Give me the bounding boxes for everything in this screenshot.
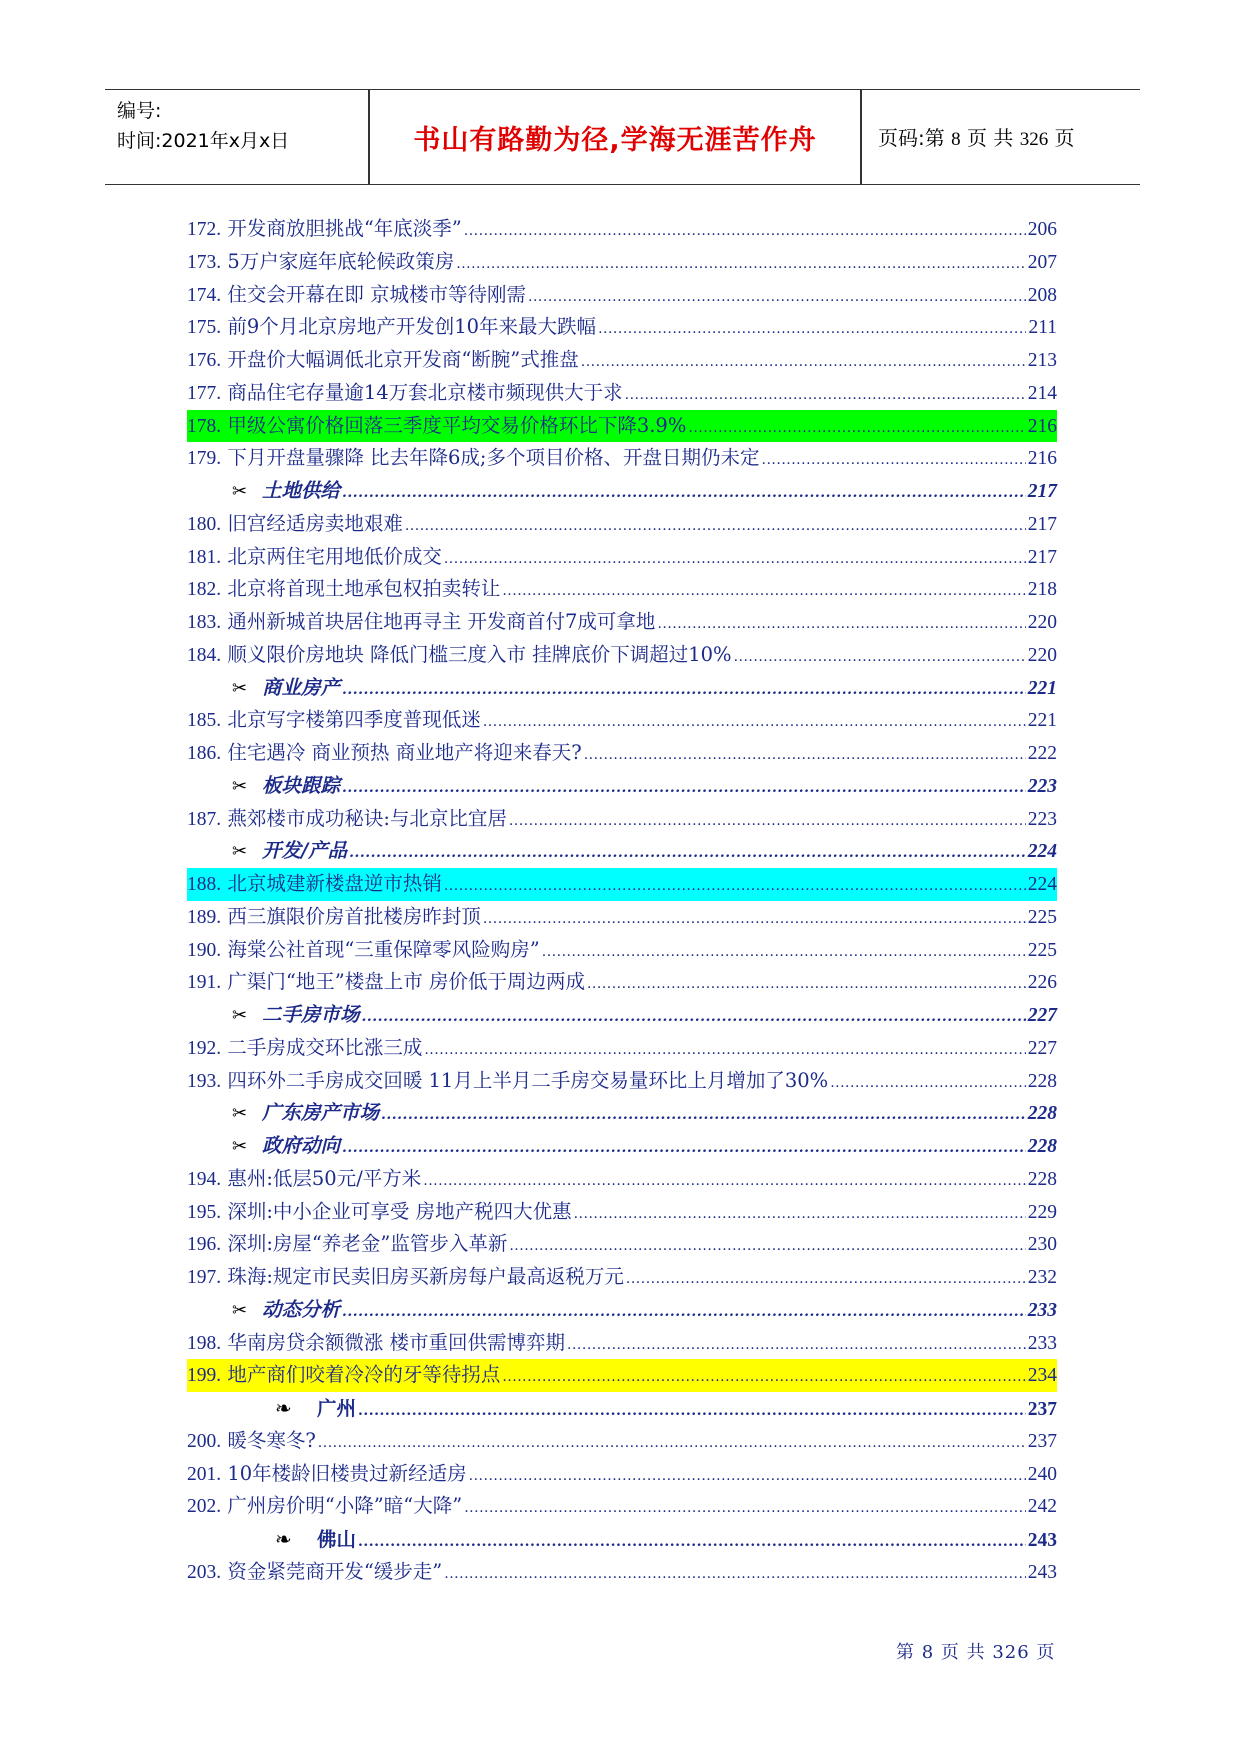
- toc-entry-number: 181.: [187, 546, 222, 568]
- leaf-icon: ❧: [275, 1527, 292, 1551]
- toc-entry-number: 172.: [187, 219, 222, 240]
- toc-entry[interactable]: [187, 1163, 1057, 1196]
- toc-entry-number: 180.: [187, 513, 222, 535]
- dot-leader: [528, 281, 1026, 314]
- toc-entry-number: 178.: [187, 415, 222, 437]
- toc-entry-title: 前9个月北京房地产开发创10年来最大跌幅: [227, 315, 597, 339]
- toc-entry-page: 217: [1027, 513, 1057, 535]
- toc-entry-page: 217: [1027, 481, 1057, 502]
- toc-entry-page: 221: [1027, 677, 1057, 699]
- dot-leader: [469, 1460, 1026, 1493]
- toc-entry-page: 234: [1027, 1365, 1057, 1387]
- toc-entry-number: 187.: [187, 808, 222, 830]
- dot-leader: [584, 739, 1026, 772]
- scissors-icon: ✂: [232, 775, 248, 797]
- toc-subsection-heading[interactable]: [187, 1523, 1057, 1556]
- dot-leader: [502, 575, 1025, 608]
- toc-entry[interactable]: [187, 1196, 1057, 1229]
- page-mid: 页 共: [966, 126, 1014, 150]
- scissors-icon: ✂: [232, 1299, 248, 1321]
- toc-entry-page: 228: [1027, 1136, 1057, 1157]
- toc-section-heading[interactable]: [187, 770, 1057, 803]
- scissors-icon: ✂: [232, 1103, 248, 1125]
- toc-entry-page: 214: [1027, 382, 1057, 404]
- header-page-info: [878, 122, 1075, 151]
- toc-entry-page: 206: [1027, 219, 1057, 240]
- toc-entry[interactable]: [187, 344, 1057, 377]
- dot-leader: [349, 837, 1026, 870]
- toc-entry[interactable]: [187, 606, 1057, 639]
- toc-entry-number: 198.: [187, 1332, 222, 1354]
- toc-entry[interactable]: [187, 213, 1057, 246]
- toc-entry-title: 广渠门“地王”楼盘上市 房价低于周边两成: [227, 970, 585, 994]
- toc-entry-page: 211: [1028, 317, 1057, 339]
- toc-entry-title: 华南房贷余额微涨 楼市重回供需博弈期: [227, 1330, 566, 1354]
- dot-leader: [464, 215, 1026, 248]
- toc-entry-title: 珠海:规定市民卖旧房买新房每户最高返税万元: [227, 1265, 624, 1288]
- toc-entry-title: 下月开盘量骤降 比去年降6成;多个项目价格、开盘日期仍未定: [227, 446, 760, 470]
- dot-leader: [483, 706, 1026, 739]
- toc-entry[interactable]: [187, 311, 1057, 344]
- toc-entry-title: 通州新城首块居住地再寻主 开发商首付7成可拿地: [227, 610, 656, 633]
- code-label: 编号:: [117, 100, 162, 122]
- toc-entry-number: 177.: [187, 382, 222, 404]
- toc-entry[interactable]: [187, 442, 1057, 475]
- toc-section-heading[interactable]: [187, 835, 1057, 868]
- toc-entry-page: 228: [1027, 1103, 1057, 1125]
- toc-entry[interactable]: [187, 246, 1057, 279]
- toc-subsection-heading[interactable]: [187, 1392, 1057, 1425]
- dot-leader: [342, 772, 1026, 805]
- toc-entry[interactable]: [187, 901, 1057, 934]
- dot-leader: [509, 805, 1026, 838]
- toc-entry-title: 深圳:中小企业可享受 房地产税四大优惠: [227, 1199, 572, 1223]
- dot-leader: [444, 870, 1026, 903]
- toc-entry-title: 北京两住宅用地低价成交: [227, 544, 442, 568]
- toc-entry-page: 220: [1027, 644, 1057, 666]
- toc-entry-page: 223: [1027, 808, 1057, 830]
- toc-entry[interactable]: [187, 1327, 1057, 1360]
- toc-entry-page: 228: [1027, 1070, 1057, 1092]
- toc-entry-title: 旧宫经适房卖地艰难: [227, 511, 403, 535]
- dot-leader: [574, 1198, 1026, 1231]
- scissors-icon: ✂: [232, 841, 248, 863]
- toc-entry-title: 二手房市场: [262, 1003, 360, 1026]
- toc-entry-title: 燕郊楼市成功秘诀:与北京比宜居: [227, 806, 507, 830]
- toc-entry-number: 189.: [187, 906, 222, 928]
- toc-entry[interactable]: [187, 803, 1057, 836]
- toc-entry-number: 192.: [187, 1037, 222, 1059]
- toc-entry-page: 242: [1027, 1496, 1057, 1518]
- page-total: 326: [1019, 129, 1049, 150]
- toc-entry-number: 197.: [187, 1267, 222, 1288]
- toc-entry-number: 183.: [187, 612, 222, 633]
- dot-leader: [762, 444, 1026, 477]
- toc-entry-title: 二手房成交环比涨三成: [227, 1035, 423, 1059]
- toc-entry-number: 200.: [187, 1430, 222, 1452]
- toc-entry-page: 216: [1027, 448, 1057, 470]
- page-current: 8: [951, 129, 961, 150]
- page-header: [105, 89, 1140, 185]
- toc-entry-number: 195.: [187, 1201, 222, 1223]
- toc-entry-title: 5万户家庭年底轮候政策房: [227, 249, 455, 273]
- toc-entry-page: 225: [1027, 906, 1057, 928]
- toc-entry-page: 237: [1027, 1399, 1057, 1420]
- toc-section-heading[interactable]: [187, 1130, 1057, 1163]
- toc-entry-title: 商品住宅存量逾14万套北京楼市频现供大于求: [227, 380, 623, 404]
- dot-leader: [381, 1099, 1026, 1132]
- dot-leader: [342, 674, 1026, 707]
- toc-entry[interactable]: [187, 541, 1057, 574]
- dot-leader: [626, 1263, 1026, 1296]
- toc-entry[interactable]: [187, 508, 1057, 541]
- toc-entry-title: 住交会开幕在即 京城楼市等待刚需: [227, 282, 527, 306]
- dot-leader: [358, 1526, 1026, 1559]
- dot-leader: [502, 1361, 1025, 1394]
- dot-leader: [688, 412, 1025, 445]
- toc-section-heading[interactable]: [187, 999, 1057, 1032]
- toc-entry-number: 194.: [187, 1168, 222, 1190]
- toc-entry-title: 广东房产市场: [262, 1101, 380, 1125]
- toc-entry-page: 229: [1027, 1201, 1057, 1223]
- toc-entry-page: 220: [1027, 612, 1057, 633]
- dot-leader: [318, 1427, 1026, 1460]
- toc-entry-page: 233: [1027, 1299, 1057, 1321]
- toc-entry[interactable]: [187, 639, 1057, 672]
- toc-entry-title: 板块跟踪: [262, 773, 341, 797]
- toc-entry[interactable]: [187, 1490, 1057, 1523]
- header-divider: [368, 90, 370, 184]
- toc-entry-title: 北京城建新楼盘逆市热销: [227, 872, 442, 895]
- dot-leader: [423, 1165, 1025, 1198]
- dot-leader: [483, 903, 1026, 936]
- toc-entry-page: 230: [1027, 1234, 1057, 1256]
- toc-entry-page: 218: [1027, 579, 1057, 601]
- dot-leader: [598, 313, 1026, 346]
- toc-entry-page: 227: [1027, 1005, 1057, 1026]
- toc-entry-page: 221: [1027, 710, 1057, 732]
- toc-entry-number: 179.: [187, 448, 222, 470]
- dot-leader: [509, 1230, 1025, 1263]
- toc-entry[interactable]: [187, 1359, 1057, 1392]
- time-label: 时间:2021年x月x日: [117, 130, 290, 152]
- toc-entry-number: 191.: [187, 972, 222, 994]
- dot-leader: [587, 968, 1026, 1001]
- toc-entry-title: 住宅遇冷 商业预热 商业地产将迎来春天?: [227, 741, 582, 764]
- toc-entry-title: 惠州:低层50元/平方米: [227, 1166, 422, 1190]
- toc-entry-page: 227: [1027, 1037, 1057, 1059]
- page-footer: 第 8 页 共 326 页: [896, 1642, 1056, 1663]
- toc-entry-title: 北京写字楼第四季度普现低迷: [227, 708, 481, 732]
- toc-entry-page: 224: [1027, 874, 1057, 895]
- toc-entry[interactable]: [187, 1425, 1057, 1458]
- dot-leader: [444, 543, 1026, 576]
- toc-entry-page: 222: [1027, 743, 1057, 764]
- dot-leader: [342, 1132, 1026, 1165]
- toc-entry-number: 184.: [187, 644, 222, 666]
- toc-entry-number: 203.: [187, 1561, 222, 1583]
- dot-leader: [567, 1329, 1026, 1362]
- toc-entry-number: 196.: [187, 1234, 222, 1256]
- toc-entry-page: 224: [1027, 841, 1057, 863]
- toc-entry[interactable]: [187, 704, 1057, 737]
- toc-entry-number: 199.: [187, 1365, 222, 1387]
- toc-entry-page: 223: [1027, 775, 1057, 797]
- dot-leader: [424, 1034, 1025, 1067]
- toc-entry-title: 广州房价明“小降”暗“大降”: [227, 1494, 463, 1518]
- table-of-contents: [187, 213, 1057, 1589]
- toc-entry-number: 190.: [187, 939, 222, 961]
- dot-leader: [734, 641, 1026, 674]
- toc-entry-number: 188.: [187, 874, 222, 895]
- dot-leader: [358, 1395, 1026, 1428]
- toc-entry-page: 213: [1027, 350, 1057, 371]
- toc-entry-title: 动态分析: [262, 1297, 341, 1321]
- toc-section-heading[interactable]: [187, 672, 1057, 705]
- toc-entry-page: 207: [1027, 251, 1057, 273]
- toc-entry[interactable]: [187, 868, 1057, 901]
- header-motto: 书山有路勤为径,学海无涯苦作舟: [413, 125, 817, 156]
- toc-entry[interactable]: [187, 377, 1057, 410]
- scissors-icon: ✂: [232, 481, 248, 502]
- toc-entry-title: 10年楼龄旧楼贵过新经适房: [227, 1461, 467, 1485]
- toc-entry-page: 237: [1027, 1430, 1057, 1452]
- toc-entry[interactable]: [187, 410, 1057, 443]
- dot-leader: [830, 1067, 1026, 1100]
- toc-entry[interactable]: [187, 1458, 1057, 1491]
- toc-entry-page: 226: [1027, 972, 1057, 994]
- toc-entry-title: 广州: [317, 1397, 357, 1420]
- dot-leader: [362, 1001, 1026, 1034]
- toc-entry[interactable]: [187, 279, 1057, 312]
- dot-leader: [444, 1558, 1025, 1591]
- toc-entry-number: 173.: [187, 251, 222, 273]
- dot-leader: [542, 936, 1026, 969]
- toc-entry-title: 深圳:房屋“养老金”监管步入革新: [227, 1232, 508, 1256]
- toc-entry[interactable]: [187, 1261, 1057, 1294]
- toc-entry[interactable]: [187, 1065, 1057, 1098]
- dot-leader: [342, 1296, 1026, 1329]
- toc-entry-number: 202.: [187, 1496, 222, 1518]
- toc-entry-number: 174.: [187, 284, 222, 306]
- toc-entry-title: 西三旗限价房首批楼房昨封顶: [227, 904, 481, 928]
- toc-entry-number: 201.: [187, 1463, 222, 1485]
- toc-entry-number: 185.: [187, 710, 222, 732]
- toc-entry-page: 225: [1027, 939, 1057, 961]
- dot-leader: [456, 248, 1026, 281]
- toc-entry-page: 233: [1027, 1332, 1057, 1354]
- toc-entry-page: 216: [1027, 415, 1057, 437]
- toc-entry-page: 232: [1027, 1267, 1057, 1288]
- toc-entry-title: 甲级公寓价格回落三季度平均交易价格环比下降3.9%: [227, 413, 687, 437]
- dot-leader: [625, 379, 1026, 412]
- toc-entry-page: 240: [1027, 1463, 1057, 1485]
- toc-entry-number: 182.: [187, 579, 222, 601]
- toc-entry[interactable]: [187, 573, 1057, 606]
- dot-leader: [342, 477, 1026, 510]
- toc-entry-title: 商业房产: [262, 675, 341, 699]
- toc-entry-page: 243: [1027, 1561, 1057, 1583]
- toc-entry-title: 佛山: [317, 1528, 357, 1551]
- toc-entry-title: 开发商放胆挑战“年底淡季”: [227, 217, 462, 240]
- toc-entry[interactable]: [187, 1556, 1057, 1589]
- dot-leader: [464, 1492, 1026, 1525]
- toc-entry-page: 243: [1027, 1530, 1057, 1551]
- dot-leader: [657, 608, 1025, 641]
- toc-entry-title: 顺义限价房地块 降低门槛三度入市 挂牌底价下调超过10%: [227, 642, 732, 666]
- toc-entry-title: 资金紧莞商开发“缓步走”: [227, 1559, 443, 1583]
- toc-entry[interactable]: [187, 1228, 1057, 1261]
- toc-section-heading[interactable]: [187, 1294, 1057, 1327]
- toc-entry-number: 186.: [187, 743, 222, 764]
- toc-entry-number: 175.: [187, 317, 222, 339]
- dot-leader: [581, 346, 1026, 379]
- toc-section-heading[interactable]: [187, 1097, 1057, 1130]
- toc-entry-page: 208: [1027, 284, 1057, 306]
- toc-entry-title: 土地供给: [262, 479, 341, 502]
- toc-entry-title: 海棠公社首现“三重保障零风险购房”: [227, 937, 540, 961]
- toc-entry-title: 政府动向: [262, 1134, 341, 1157]
- toc-entry-title: 北京将首现土地承包权拍卖转让: [227, 577, 501, 601]
- leaf-icon: ❧: [275, 1396, 292, 1420]
- toc-entry[interactable]: [187, 966, 1057, 999]
- toc-entry-title: 暖冬寒冬?: [227, 1428, 316, 1452]
- toc-entry-title: 四环外二手房成交回暖 11月上半月二手房交易量环比上月增加了30%: [227, 1068, 829, 1092]
- toc-entry-page: 228: [1027, 1168, 1057, 1190]
- scissors-icon: ✂: [232, 677, 248, 699]
- toc-entry-title: 地产商们咬着冷冷的牙等待拐点: [227, 1363, 501, 1387]
- toc-entry-number: 176.: [187, 350, 222, 371]
- scissors-icon: ✂: [232, 1005, 248, 1026]
- header-meta: [117, 96, 367, 156]
- toc-entry-title: 开发/产品: [262, 839, 348, 863]
- toc-entry[interactable]: [187, 1032, 1057, 1065]
- toc-section-heading[interactable]: [187, 475, 1057, 508]
- header-divider: [860, 90, 862, 184]
- page-suffix: 页: [1054, 126, 1075, 150]
- page-prefix: 页码:第: [878, 126, 945, 150]
- toc-entry[interactable]: [187, 737, 1057, 770]
- toc-entry-title: 开盘价大幅调低北京开发商“断腕”式推盘: [227, 348, 579, 371]
- toc-entry-page: 217: [1027, 546, 1057, 568]
- toc-entry-number: 193.: [187, 1070, 222, 1092]
- toc-entry[interactable]: [187, 934, 1057, 967]
- scissors-icon: ✂: [232, 1136, 248, 1157]
- dot-leader: [405, 510, 1026, 543]
